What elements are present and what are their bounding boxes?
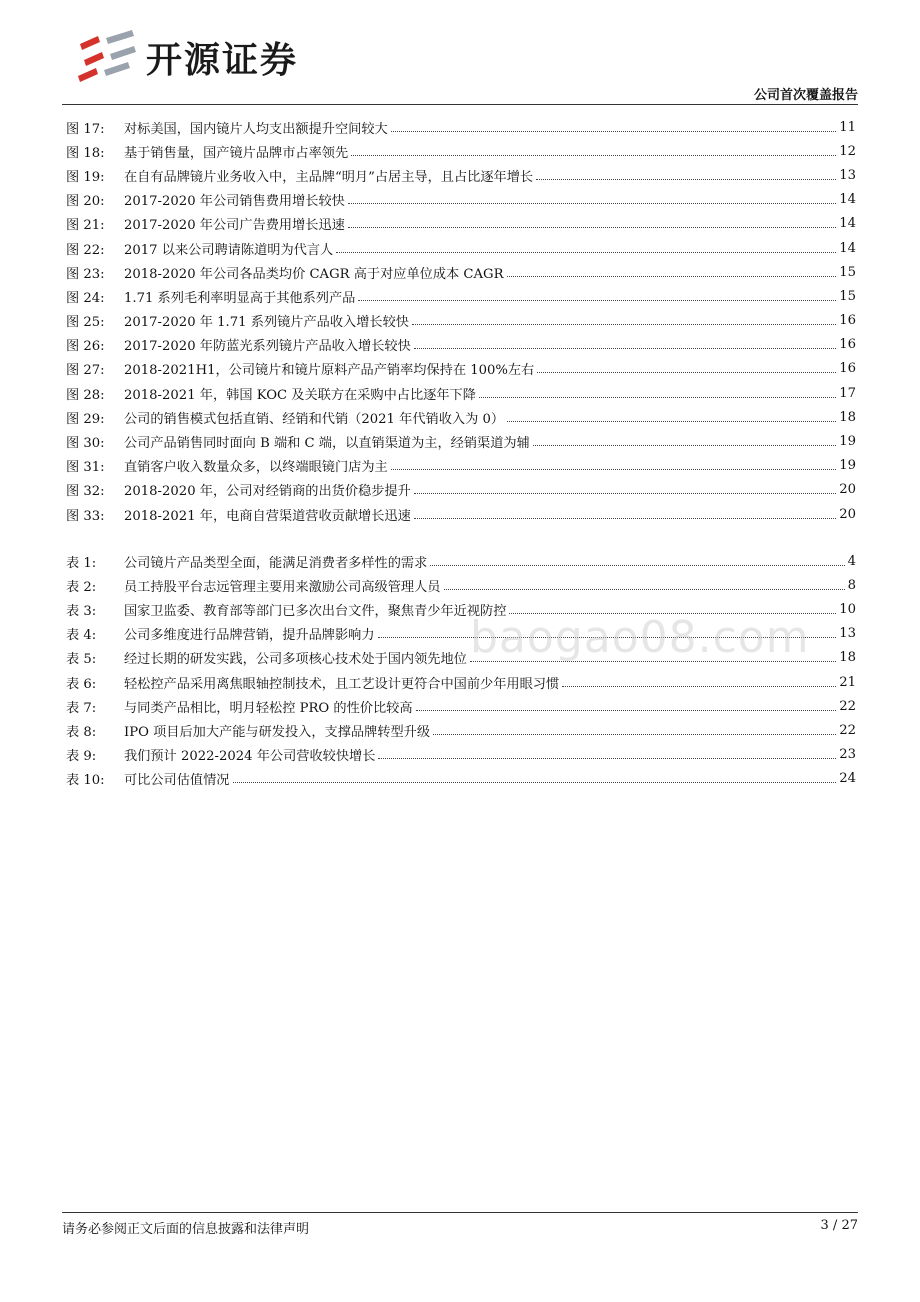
toc-entry[interactable] <box>66 381 856 405</box>
entry-label: 图 29: <box>66 411 105 427</box>
toc-entry[interactable] <box>66 767 856 791</box>
entry-title: 2017-2020 年防蓝光系列镜片产品收入增长较快 <box>124 339 411 355</box>
entry-label: 表 7: <box>66 700 97 716</box>
entry-label: 图 27: <box>66 363 105 379</box>
dot-leader <box>507 276 837 277</box>
toc-entry[interactable] <box>66 284 856 308</box>
entry-label: 图 25: <box>66 315 105 331</box>
entry-title: 1.71 系列毛利率明显高于其他系列产品 <box>124 290 356 306</box>
entry-label: 图 28: <box>66 387 105 403</box>
entry-page: 13 <box>839 626 856 642</box>
dot-leader <box>391 131 836 132</box>
dot-leader <box>391 469 836 470</box>
entry-label: 图 24: <box>66 290 105 306</box>
entry-title: 在自有品牌镜片业务收入中，主品牌“明月”占居主导，且占比逐年增长 <box>124 169 534 185</box>
entry-label: 图 18: <box>66 145 105 161</box>
entry-title: 对标美国，国内镜片人均支出额提升空间较大 <box>124 121 388 137</box>
entry-title: 轻松控产品采用离焦眼轴控制技术，且工艺设计更符合中国前少年用眼习惯 <box>124 676 560 692</box>
entry-title: 2018-2020 年公司各品类均价 CAGR 高于对应单位成本 CAGR <box>124 266 504 282</box>
entry-label: 图 23: <box>66 266 105 282</box>
entry-title: 与同类产品相比，明月轻松控 PRO 的性价比较高 <box>124 700 413 716</box>
toc-entry[interactable] <box>66 694 856 718</box>
footer-divider <box>62 1212 858 1213</box>
header-divider <box>62 104 858 105</box>
toc-entry[interactable] <box>66 139 856 163</box>
dot-leader <box>414 493 836 494</box>
entry-label: 图 22: <box>66 242 105 258</box>
entry-label: 图 17: <box>66 121 105 137</box>
entry-title: 2018-2020 年，公司对经销商的出货价稳步提升 <box>124 484 411 500</box>
entry-page: 18 <box>839 650 856 666</box>
entry-title: 公司镜片产品类型全面，能满足消费者多样性的需求 <box>124 555 428 571</box>
entry-title: IPO 项目后加大产能与研发投入，支撑品牌转型升级 <box>124 724 431 740</box>
dot-leader <box>336 252 836 253</box>
company-logo <box>76 30 298 84</box>
entry-page: 19 <box>839 458 856 474</box>
entry-label: 表 5: <box>66 652 97 668</box>
dot-leader <box>430 565 844 566</box>
entry-page: 23 <box>839 747 856 763</box>
entry-page: 13 <box>839 167 856 183</box>
entry-title: 公司产品销售同时面向 B 端和 C 端，以直销渠道为主，经销渠道为辅 <box>124 436 530 452</box>
entry-page: 4 <box>847 553 856 569</box>
toc-entry[interactable] <box>66 333 856 357</box>
entry-title: 基于销售量，国产镜片品牌市占率领先 <box>124 145 349 161</box>
report-type: 公司首次覆盖报告 <box>753 88 858 103</box>
dot-leader <box>351 155 836 156</box>
entry-label: 表 8: <box>66 724 97 740</box>
entry-page: 16 <box>839 361 856 377</box>
entry-page: 14 <box>839 216 856 232</box>
entry-title: 国家卫监委、教育部等部门已多次出台文件，聚焦青少年近视防控 <box>124 603 507 619</box>
dot-leader <box>533 445 836 446</box>
toc-entry[interactable] <box>66 309 856 333</box>
toc-entry[interactable] <box>66 454 856 478</box>
dot-leader <box>378 758 836 759</box>
entry-page: 12 <box>839 143 856 159</box>
entry-page: 19 <box>839 434 856 450</box>
dot-leader <box>348 203 836 204</box>
entry-label: 表 1: <box>66 555 97 571</box>
dot-leader <box>416 710 837 711</box>
toc-entry[interactable] <box>66 236 856 260</box>
entry-title: 公司多维度进行品牌营销，提升品牌影响力 <box>124 628 375 644</box>
figure-list <box>66 115 856 526</box>
toc-entry[interactable] <box>66 405 856 429</box>
entry-page: 18 <box>839 409 856 425</box>
entry-title: 2018-2021H1，公司镜片和镜片原料产品产销率均保持在 100%左右 <box>124 363 535 379</box>
dot-leader <box>444 589 845 590</box>
toc-entry[interactable] <box>66 502 856 526</box>
entry-page: 8 <box>847 577 856 593</box>
logo-mark-icon <box>76 30 138 84</box>
dot-leader <box>537 372 836 373</box>
dot-leader <box>433 734 836 735</box>
entry-page: 22 <box>839 698 856 714</box>
entry-label: 图 31: <box>66 460 105 476</box>
entry-page: 14 <box>839 192 856 208</box>
entry-label: 表 9: <box>66 749 97 765</box>
toc-entry[interactable] <box>66 188 856 212</box>
dot-leader <box>479 397 836 398</box>
entry-label: 图 32: <box>66 484 105 500</box>
entry-label: 表 10: <box>66 773 105 789</box>
entry-page: 21 <box>839 674 856 690</box>
table-list <box>66 549 856 791</box>
entry-page: 24 <box>839 771 856 787</box>
dot-leader <box>536 179 836 180</box>
entry-label: 表 6: <box>66 676 97 692</box>
toc-entry[interactable] <box>66 670 856 694</box>
entry-title: 我们预计 2022-2024 年公司营收较快增长 <box>124 749 376 765</box>
toc-entry[interactable] <box>66 357 856 381</box>
entry-title: 直销客户收入数量众多，以终端眼镜门店为主 <box>124 460 388 476</box>
entry-title: 2017-2020 年公司销售费用增长较快 <box>124 194 345 210</box>
dot-leader <box>414 348 836 349</box>
toc-entry[interactable] <box>66 718 856 742</box>
entry-page: 16 <box>839 313 856 329</box>
brand-name: 开源证券 <box>146 39 299 81</box>
entry-label: 图 21: <box>66 218 105 234</box>
toc-entry[interactable] <box>66 212 856 236</box>
entry-page: 11 <box>839 119 856 135</box>
dot-leader <box>507 421 836 422</box>
entry-label: 图 30: <box>66 436 105 452</box>
entry-title: 公司的销售模式包括直销、经销和代销（2021 年代销收入为 0） <box>124 411 505 427</box>
entry-title: 员工持股平台志远管理主要用来激励公司高级管理人员 <box>124 579 441 595</box>
entry-label: 图 26: <box>66 339 105 355</box>
dot-leader <box>414 518 836 519</box>
entry-title: 2017-2020 年公司广告费用增长迅速 <box>124 218 345 234</box>
dot-leader <box>562 686 836 687</box>
dot-leader <box>358 300 836 301</box>
page-number: 3 / 27 <box>820 1218 858 1233</box>
toc-entry[interactable] <box>66 743 856 767</box>
entry-label: 表 2: <box>66 579 97 595</box>
dot-leader <box>412 324 836 325</box>
dot-leader <box>233 782 837 783</box>
toc-entry[interactable] <box>66 478 856 502</box>
entry-title: 2017 以来公司聘请陈道明为代言人 <box>124 242 334 258</box>
entry-title: 2018-2021 年，电商自营渠道营收贡献增长迅速 <box>124 508 411 524</box>
entry-page: 22 <box>839 722 856 738</box>
watermark: baogao08.com <box>470 612 810 663</box>
entry-title: 可比公司估值情况 <box>124 773 230 789</box>
entry-label: 表 4: <box>66 628 97 644</box>
entry-page: 17 <box>839 385 856 401</box>
entry-page: 15 <box>839 264 856 280</box>
footer-disclaimer: 请务必参阅正文后面的信息披露和法律声明 <box>62 1222 310 1237</box>
entry-label: 图 19: <box>66 169 105 185</box>
toc-entry[interactable] <box>66 549 856 573</box>
entry-page: 10 <box>839 601 856 617</box>
entry-label: 表 3: <box>66 603 97 619</box>
entry-page: 20 <box>839 506 856 522</box>
toc-entry[interactable] <box>66 163 856 187</box>
entry-label: 图 20: <box>66 194 105 210</box>
entry-title: 经过长期的研发实践，公司多项核心技术处于国内领先地位 <box>124 652 467 668</box>
toc-entry[interactable] <box>66 260 856 284</box>
entry-page: 16 <box>839 337 856 353</box>
entry-page: 14 <box>839 240 856 256</box>
entry-page: 20 <box>839 482 856 498</box>
toc-entry[interactable] <box>66 115 856 139</box>
entry-title: 2018-2021 年，韩国 KOC 及关联方在采购中占比逐年下降 <box>124 387 476 403</box>
dot-leader <box>348 227 836 228</box>
entry-page: 15 <box>839 288 856 304</box>
toc-entry[interactable] <box>66 429 856 453</box>
entry-label: 图 33: <box>66 508 105 524</box>
toc-entry[interactable] <box>66 573 856 597</box>
entry-title: 2017-2020 年 1.71 系列镜片产品收入增长较快 <box>124 315 409 331</box>
